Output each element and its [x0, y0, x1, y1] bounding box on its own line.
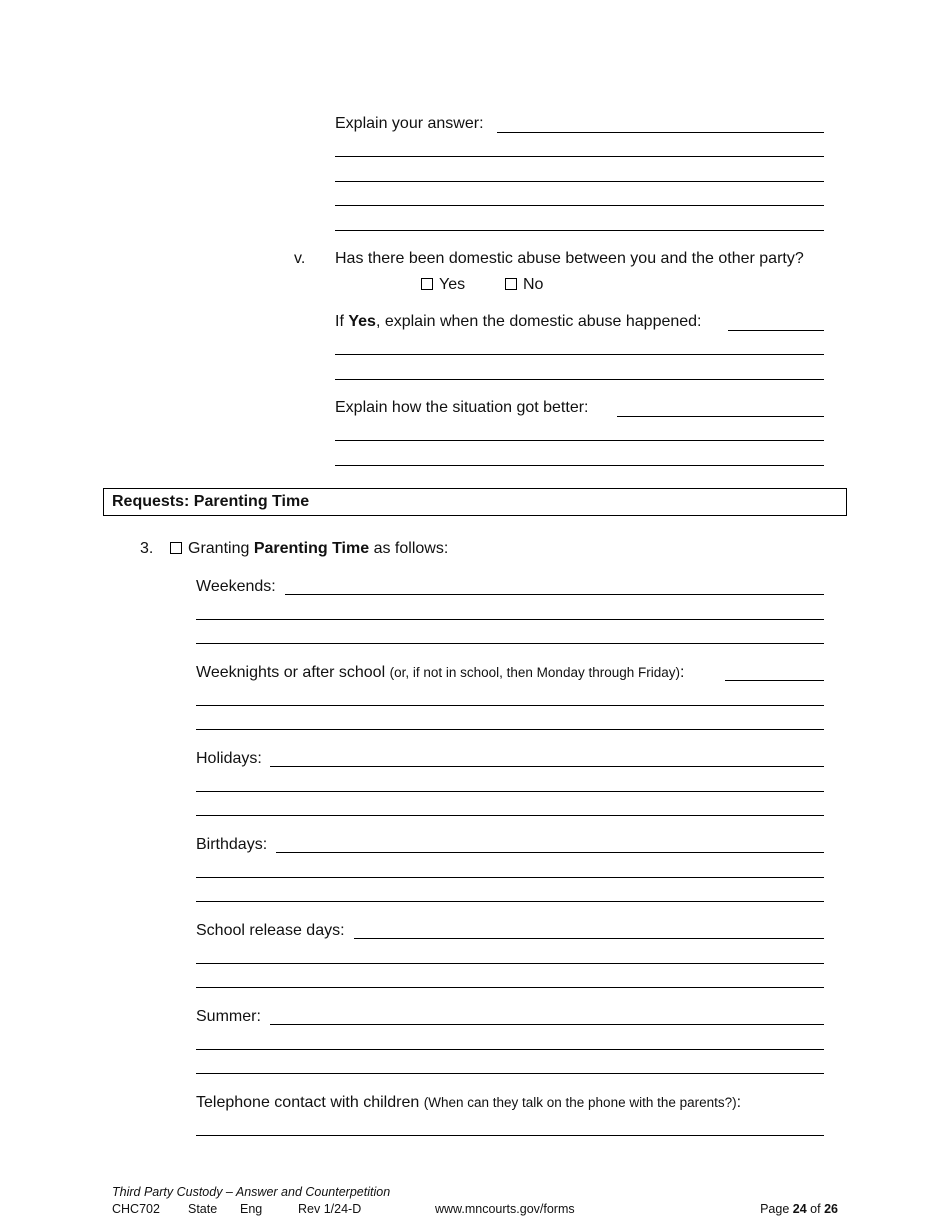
if-bold-yes: Yes	[348, 313, 376, 330]
explain-answer-line-4[interactable]	[335, 205, 824, 206]
telephone-label	[196, 1093, 741, 1113]
explain-answer-label: Explain your answer:	[335, 115, 484, 132]
school-release-line-2[interactable]	[196, 963, 824, 964]
holidays-label: Holidays:	[196, 750, 262, 767]
no-option[interactable]	[505, 275, 543, 295]
no-checkbox[interactable]	[505, 278, 517, 290]
school-release-line-1[interactable]	[354, 938, 824, 939]
explain-answer-line-5[interactable]	[335, 230, 824, 231]
footer-page-current: 24	[792, 1202, 807, 1216]
item-3-number: 3.	[140, 540, 154, 557]
yes-option[interactable]	[421, 275, 465, 295]
footer-page-of: of	[810, 1202, 821, 1216]
footer-url[interactable]: www.mncourts.gov/forms	[435, 1202, 575, 1216]
weeknights-line-1[interactable]	[725, 680, 824, 681]
if-rest: , explain when the domestic abuse happened:	[375, 313, 702, 330]
weekends-line-1[interactable]	[285, 594, 824, 595]
yes-label: Yes	[439, 276, 466, 293]
footer-revision: Rev 1/24-D	[298, 1202, 362, 1216]
summer-line-2[interactable]	[196, 1049, 824, 1050]
telephone-note: (When can they talk on the phone with the parents?)	[423, 1095, 737, 1110]
explain-answer-line-2[interactable]	[335, 156, 824, 157]
item-3-text[interactable]	[170, 539, 448, 559]
situation-better-line-1[interactable]	[617, 416, 824, 417]
abuse-when-label	[335, 312, 702, 332]
abuse-when-line-1[interactable]	[728, 330, 824, 331]
weeknights-line-2[interactable]	[196, 705, 824, 706]
weeknights-colon: :	[680, 664, 685, 681]
explain-answer-line-1[interactable]	[497, 132, 824, 133]
footer-page-prefix: Page	[760, 1202, 790, 1216]
weekends-line-2[interactable]	[196, 619, 824, 620]
question-v-text: Has there been domestic abuse between you and the other party?	[335, 250, 804, 267]
holidays-line-1[interactable]	[270, 766, 824, 767]
explain-answer-line-3[interactable]	[335, 181, 824, 182]
summer-line-1[interactable]	[270, 1024, 824, 1025]
weeknights-line-3[interactable]	[196, 729, 824, 730]
abuse-when-line-3[interactable]	[335, 379, 824, 380]
weeknights-label	[196, 663, 684, 683]
footer-jurisdiction: State	[188, 1202, 218, 1216]
footer-page-total: 26	[824, 1202, 838, 1216]
footer-language: Eng	[240, 1202, 263, 1216]
footer-form-code: CHC702	[112, 1202, 160, 1216]
section-header	[103, 488, 847, 516]
telephone-colon: :	[736, 1094, 742, 1111]
question-v-number: v.	[294, 250, 306, 267]
school-release-line-3[interactable]	[196, 987, 824, 988]
weekends-label: Weekends:	[196, 578, 276, 595]
birthdays-line-1[interactable]	[276, 852, 824, 853]
footer-title: Third Party Custody – Answer and Counterpetition	[112, 1185, 391, 1199]
birthdays-line-2[interactable]	[196, 877, 824, 878]
telephone-label-text: Telephone contact with children	[196, 1094, 420, 1111]
if-prefix: If	[335, 313, 344, 330]
weeknights-label-text: Weeknights or after school	[196, 664, 386, 681]
situation-better-line-3[interactable]	[335, 465, 824, 466]
summer-line-3[interactable]	[196, 1073, 824, 1074]
summer-label: Summer:	[196, 1008, 261, 1025]
abuse-when-line-2[interactable]	[335, 354, 824, 355]
school-release-label: School release days:	[196, 922, 345, 939]
weekends-line-3[interactable]	[196, 643, 824, 644]
birthdays-line-3[interactable]	[196, 901, 824, 902]
item-3-text-before: Granting	[188, 540, 250, 557]
item-3-text-bold: Parenting Time	[253, 540, 370, 557]
weeknights-note: (or, if not in school, then Monday through Friday)	[389, 665, 680, 680]
birthdays-label: Birthdays:	[196, 836, 268, 853]
no-label: No	[523, 276, 544, 293]
holidays-line-2[interactable]	[196, 791, 824, 792]
footer-page-number	[760, 1201, 838, 1217]
situation-better-line-2[interactable]	[335, 440, 824, 441]
telephone-line-1[interactable]	[196, 1135, 824, 1136]
holidays-line-3[interactable]	[196, 815, 824, 816]
section-title: Requests: Parenting Time	[112, 493, 310, 510]
yes-checkbox[interactable]	[421, 278, 433, 290]
item-3-text-after: as follows:	[373, 540, 449, 557]
parenting-time-checkbox[interactable]	[170, 542, 182, 554]
situation-better-label: Explain how the situation got better:	[335, 399, 589, 416]
